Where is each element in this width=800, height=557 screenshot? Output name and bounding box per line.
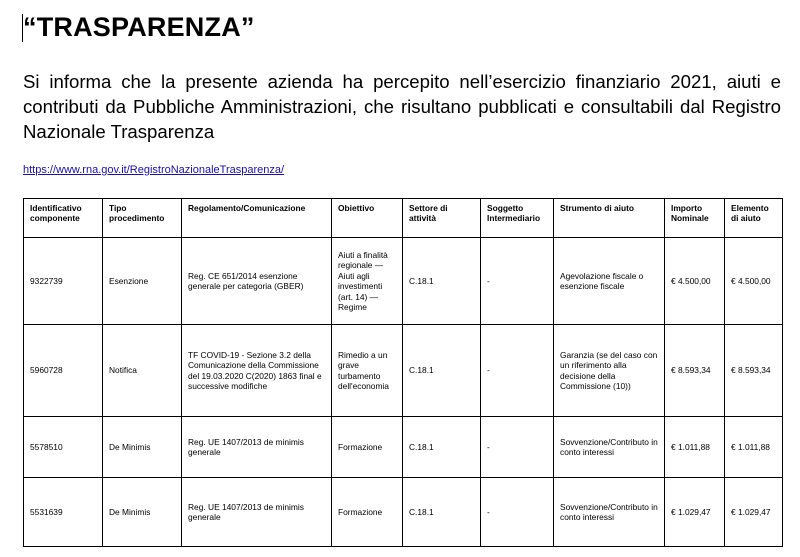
cell-id: 5960728	[24, 325, 103, 417]
cell-importo: € 4.500,00	[665, 238, 725, 325]
table-row	[24, 238, 783, 325]
cell-strumento: Sovvenzione/Contributo in conto interessi	[554, 478, 665, 547]
cell-id: 9322739	[24, 238, 103, 325]
cell-tipo: De Minimis	[103, 417, 182, 478]
header-obiettivo: Obiettivo	[332, 199, 403, 238]
table-header-row	[24, 199, 783, 238]
cell-settore: C.18.1	[403, 238, 481, 325]
cell-tipo: De Minimis	[103, 478, 182, 547]
cell-id: 5531639	[24, 478, 103, 547]
table-row	[24, 478, 783, 547]
cell-regolamento: Reg. UE 1407/2013 de minimis generale	[182, 417, 332, 478]
cell-strumento: Sovvenzione/Contributo in conto interessi	[554, 417, 665, 478]
cell-regolamento: TF COVID-19 - Sezione 3.2 della Comunicazione della Commissione del 19.03.2020 C(2020) 1863 final e successive modifiche	[182, 325, 332, 417]
aid-table	[23, 198, 783, 547]
header-elemento: Elemento di aiuto	[725, 199, 783, 238]
cell-obiettivo: Rimedio a un grave turbamento dell'economia	[332, 325, 403, 417]
intro-paragraph: Si informa che la presente azienda ha percepito nell’esercizio finanziario 2021, aiuti e contributi da Pubbliche Amministrazioni, che risultano pubblicati e consultabili dal Registro Nazionale Trasparenza	[23, 71, 781, 142]
table-row	[24, 325, 783, 417]
header-identificativo: Identificativo componente	[24, 199, 103, 238]
cell-tipo: Esenzione	[103, 238, 182, 325]
header-soggetto: Soggetto Intermediario	[481, 199, 554, 238]
cell-settore: C.18.1	[403, 325, 481, 417]
cell-strumento: Garanzia (se del caso con un riferimento alla decisione della Commissione (10))	[554, 325, 665, 417]
cell-obiettivo: Aiuti a finalità regionale — Aiuti agli investimenti (art. 14) — Regime	[332, 238, 403, 325]
cell-elemento: € 4.500,00	[725, 238, 783, 325]
cell-id: 5578510	[24, 417, 103, 478]
cell-regolamento: Reg. UE 1407/2013 de minimis generale	[182, 478, 332, 547]
cell-elemento: € 1.011,88	[725, 417, 783, 478]
cell-soggetto: -	[481, 325, 554, 417]
cell-elemento: € 8.593,34	[725, 325, 783, 417]
header-regolamento: Regolamento/Comunicazione	[182, 199, 332, 238]
cell-soggetto: -	[481, 238, 554, 325]
header-settore: Settore di attività	[403, 199, 481, 238]
cell-obiettivo: Formazione	[332, 417, 403, 478]
registry-link[interactable]: https://www.rna.gov.it/RegistroNazionaleTrasparenza/	[23, 164, 285, 176]
cell-soggetto: -	[481, 478, 554, 547]
header-tipo: Tipo procedimento	[103, 199, 182, 238]
table-row	[24, 417, 783, 478]
cell-importo: € 1.029,47	[665, 478, 725, 547]
cell-elemento: € 1.029,47	[725, 478, 783, 547]
cell-soggetto: -	[481, 417, 554, 478]
cell-importo: € 1.011,88	[665, 417, 725, 478]
header-importo: Importo Nominale	[665, 199, 725, 238]
cell-settore: C.18.1	[403, 417, 481, 478]
header-strumento: Strumento di aiuto	[554, 199, 665, 238]
cell-strumento: Agevolazione fiscale o esenzione fiscale	[554, 238, 665, 325]
cell-obiettivo: Formazione	[332, 478, 403, 547]
cell-tipo: Notifica	[103, 325, 182, 417]
cell-regolamento: Reg. CE 651/2014 esenzione generale per categoria (GBER)	[182, 238, 332, 325]
cell-importo: € 8.593,34	[665, 325, 725, 417]
cell-settore: C.18.1	[403, 478, 481, 547]
page-title: “TRASPARENZA”	[23, 12, 255, 42]
